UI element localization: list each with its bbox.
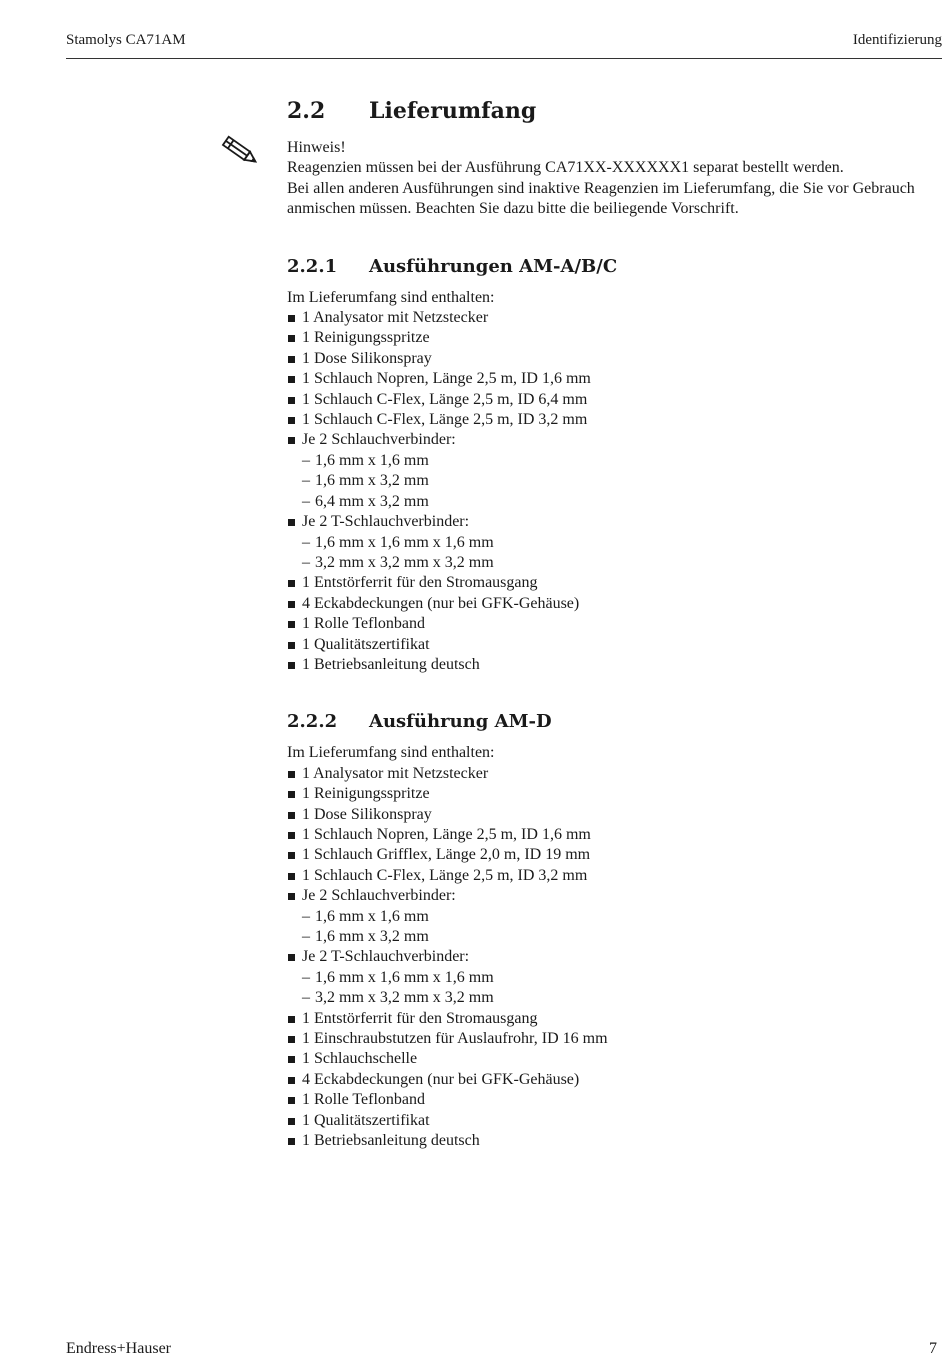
dash-bullet-icon: – [302, 533, 310, 551]
sub-list-item [302, 451, 947, 471]
square-bullet-icon [288, 601, 295, 608]
list-item-text: 1 Reinigungsspritze [302, 329, 430, 347]
square-bullet-icon [288, 356, 295, 363]
list-item-text: 1 Betriebsanleitung deutsch [302, 655, 480, 673]
square-bullet-icon [288, 315, 295, 322]
list-item-text: 1 Einschraubstutzen für Auslaufrohr, ID 16 mm [302, 1030, 608, 1048]
square-bullet-icon [288, 519, 295, 526]
sub-list-item-text: 1,6 mm x 3,2 mm [315, 472, 429, 490]
list-item [287, 430, 947, 512]
subsection-am-d [287, 709, 947, 1151]
square-bullet-icon [288, 852, 295, 859]
subsection-title: Ausführung AM-D [369, 711, 552, 733]
list-item-text: 1 Qualitätszertifikat [302, 635, 430, 653]
sub-list-item-text: 3,2 mm x 3,2 mm x 3,2 mm [315, 989, 494, 1007]
list-item-text: 1 Entstörferrit für den Stromausgang [302, 574, 538, 592]
dash-bullet-icon: – [302, 451, 310, 469]
list-item [287, 349, 947, 369]
list-item-text: 1 Analysator mit Netzstecker [302, 764, 489, 782]
list-item [287, 614, 947, 634]
list-item-text: 1 Analysator mit Netzstecker [302, 309, 489, 327]
sub-list [302, 533, 947, 574]
square-bullet-icon [288, 662, 295, 669]
list-item [287, 784, 947, 804]
subsection-number: 2.2.2 [287, 711, 338, 733]
square-bullet-icon [288, 437, 295, 444]
section-heading [287, 96, 947, 126]
square-bullet-icon [288, 1056, 295, 1063]
list-item [287, 573, 947, 593]
list-item-text: 1 Qualitätszertifikat [302, 1111, 430, 1129]
subsection-intro: Im Lieferumfang sind enthalten: [287, 744, 495, 762]
square-bullet-icon [288, 954, 295, 961]
list-item-text: 4 Eckabdeckungen (nur bei GFK-Gehäuse) [302, 594, 580, 612]
list-item [287, 308, 947, 328]
subsection-am-abc [287, 254, 947, 676]
square-bullet-icon [288, 832, 295, 839]
sub-list-item [302, 968, 947, 988]
list-item [287, 655, 947, 675]
sub-list-item-text: 1,6 mm x 1,6 mm [315, 907, 429, 925]
sub-list-item [302, 492, 947, 512]
list-item-text: Je 2 Schlauchverbinder: [302, 887, 456, 905]
list-item [287, 635, 947, 655]
list-item-text: 1 Schlauch C-Flex, Länge 2,5 m, ID 6,4 mm [302, 390, 588, 408]
list-item [287, 369, 947, 389]
list-item [287, 1070, 947, 1090]
list-item-text: Je 2 T-Schlauchverbinder: [302, 948, 470, 966]
list-item [287, 886, 947, 947]
list-item-text: 1 Schlauch Grifflex, Länge 2,0 m, ID 19 mm [302, 846, 591, 864]
list-item-text: 1 Rolle Teflonband [302, 615, 426, 633]
square-bullet-icon [288, 1016, 295, 1023]
list-item [287, 1090, 947, 1110]
sub-list-item-text: 1,6 mm x 1,6 mm x 1,6 mm [315, 533, 494, 551]
list-item [287, 1049, 947, 1069]
sub-list-item-text: 1,6 mm x 3,2 mm [315, 928, 429, 945]
dash-bullet-icon: – [302, 968, 310, 986]
list-item [287, 512, 947, 573]
list-item [287, 825, 947, 845]
sub-list-item-text: 1,6 mm x 1,6 mm x 1,6 mm [315, 968, 494, 986]
square-bullet-icon [288, 812, 295, 819]
sub-list-item [302, 553, 947, 573]
list-item [287, 1131, 947, 1151]
square-bullet-icon [288, 1097, 295, 1104]
square-bullet-icon [288, 893, 295, 900]
dash-bullet-icon: – [302, 928, 310, 945]
sub-list-item [302, 471, 947, 491]
list-item [287, 845, 947, 865]
square-bullet-icon [288, 376, 295, 383]
square-bullet-icon [288, 873, 295, 880]
square-bullet-icon [288, 771, 295, 778]
list-item-text: 1 Betriebsanleitung deutsch [302, 1132, 480, 1150]
list-item-text: Je 2 Schlauchverbinder: [302, 431, 456, 449]
subsection-intro: Im Lieferumfang sind enthalten: [287, 288, 495, 306]
list-item [287, 1029, 947, 1049]
list-item-text: 1 Schlauchschelle [302, 1050, 418, 1068]
dash-bullet-icon: – [302, 907, 310, 925]
square-bullet-icon [288, 621, 295, 628]
list-item [287, 1009, 947, 1029]
sub-list-item [302, 907, 947, 927]
dash-bullet-icon: – [302, 553, 310, 571]
square-bullet-icon [288, 397, 295, 404]
main-content [287, 96, 947, 1151]
sub-list [302, 968, 947, 1009]
sub-list-item [302, 988, 947, 1008]
sub-list-item [302, 533, 947, 553]
header-document-title: Stamolys CA71AM [66, 32, 186, 48]
list-item-text: 1 Entstörferrit für den Stromausgang [302, 1009, 538, 1027]
sub-list [302, 907, 947, 948]
list-item [287, 866, 947, 886]
square-bullet-icon [288, 580, 295, 587]
sub-list-item-text: 1,6 mm x 1,6 mm [315, 451, 429, 469]
square-bullet-icon [288, 1118, 295, 1125]
delivery-list [287, 764, 947, 1152]
page-number: 7 [929, 1340, 937, 1357]
list-item [287, 947, 947, 1008]
square-bullet-icon [288, 417, 295, 424]
square-bullet-icon [288, 1036, 295, 1043]
list-item-text: 1 Dose Silikonspray [302, 349, 432, 367]
list-item [287, 805, 947, 825]
list-item-text: 1 Schlauch Nopren, Länge 2,5 m, ID 1,6 mm [302, 370, 591, 388]
section-number: 2.2 [287, 98, 326, 124]
list-item-text: 1 Schlauch C-Flex, Länge 2,5 m, ID 3,2 mm [302, 866, 588, 884]
sub-list-item-text: 6,4 mm x 3,2 mm [315, 492, 429, 510]
list-item-text: 1 Dose Silikonspray [302, 805, 432, 823]
subsection-number: 2.2.1 [287, 255, 338, 277]
header-chapter-title: Identifizierung [852, 32, 942, 48]
square-bullet-icon [288, 335, 295, 342]
list-item [287, 594, 947, 614]
square-bullet-icon [288, 1077, 295, 1084]
list-item-text: 4 Eckabdeckungen (nur bei GFK-Gehäuse) [302, 1070, 580, 1088]
list-item-text: Je 2 T-Schlauchverbinder: [302, 513, 470, 531]
note-line-1: Reagenzien müssen bei der Ausführung CA71XX-XXXXXX1 separat bestellt werden. [287, 159, 844, 177]
list-item-text: 1 Schlauch Nopren, Länge 2,5 m, ID 1,6 mm [302, 825, 591, 843]
note-block [287, 138, 947, 220]
list-item-text: 1 Rolle Teflonband [302, 1091, 426, 1109]
sub-list-item-text: 3,2 mm x 3,2 mm x 3,2 mm [315, 553, 494, 571]
subsection-title: Ausführungen AM-A/B/C [369, 255, 618, 277]
dash-bullet-icon: – [302, 492, 310, 510]
square-bullet-icon [288, 642, 295, 649]
subsection-heading [287, 709, 947, 735]
list-item [287, 764, 947, 784]
page-header [66, 32, 942, 59]
sub-list [302, 451, 947, 512]
subsection-heading [287, 254, 947, 280]
square-bullet-icon [288, 791, 295, 798]
dash-bullet-icon: – [302, 989, 310, 1007]
pencil-icon [220, 134, 260, 170]
list-item-text: 1 Schlauch C-Flex, Länge 2,5 m, ID 3,2 mm [302, 411, 588, 429]
note-line-2: Bei allen anderen Ausführungen sind inaktive Reagenzien im Lieferumfang, die Sie vor Gebrauch anmischen müssen. Beachten Sie dazu bitte die beiliegende Vorschrift. [287, 179, 915, 218]
footer-company: Endress+Hauser [66, 1340, 171, 1357]
list-item [287, 328, 947, 348]
list-item-text: 1 Reinigungsspritze [302, 785, 430, 803]
list-item [287, 410, 947, 430]
note-label: Hinweis! [287, 139, 346, 156]
list-item [287, 1111, 947, 1131]
sub-list-item [302, 927, 947, 947]
list-item [287, 390, 947, 410]
delivery-list [287, 308, 947, 675]
dash-bullet-icon: – [302, 472, 310, 490]
square-bullet-icon [288, 1138, 295, 1145]
section-title: Lieferumfang [369, 98, 537, 124]
